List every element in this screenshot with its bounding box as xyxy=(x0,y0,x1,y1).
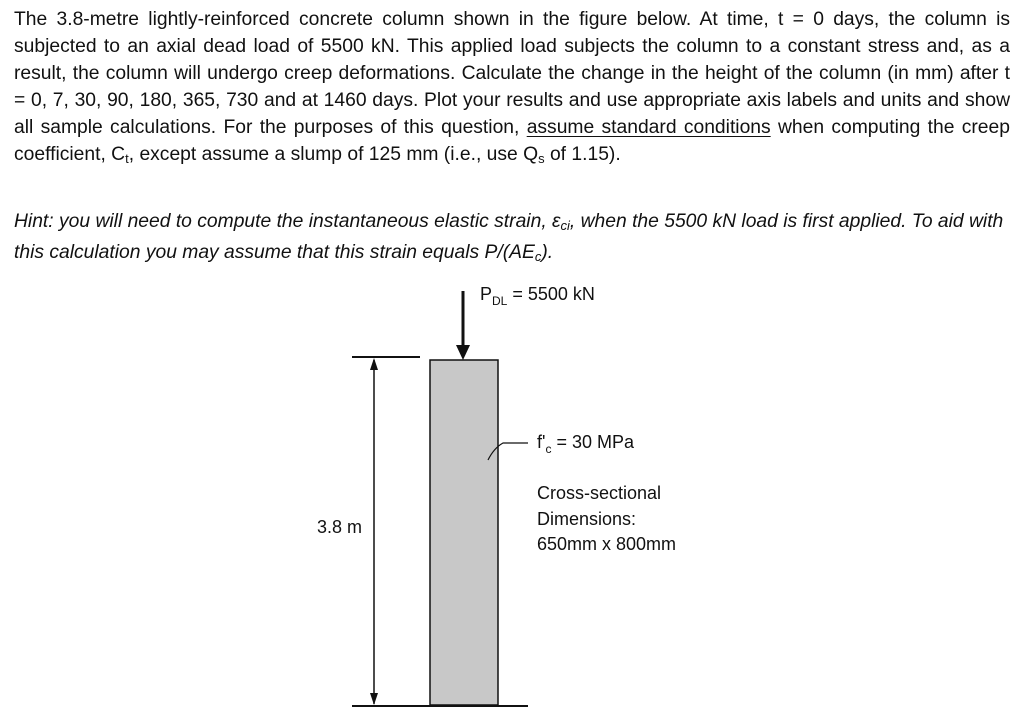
load-arrow-head xyxy=(456,345,470,360)
hint-text-2: , when the 5500 kN load is first applied. To aid with this calculation you may assume that this strain equals P/(AE xyxy=(14,211,1004,263)
fc-label xyxy=(537,432,635,456)
qs-subscript: s xyxy=(538,151,545,166)
hint-text-1: Hint: you will need to compute the instantaneous elastic strain, ε xyxy=(14,211,561,232)
load-symbol: P xyxy=(480,284,493,304)
dimension-arrow-top xyxy=(370,358,378,370)
ec-subscript: c xyxy=(534,249,542,264)
dims-line-2: Dimensions: xyxy=(537,509,637,529)
dims-line-3: 650mm x 800mm xyxy=(537,534,677,554)
height-label: 3.8 m xyxy=(317,517,363,537)
standard-conditions-underline: assume standard conditions xyxy=(526,117,771,138)
load-label xyxy=(480,284,595,308)
hint-text-3: ). xyxy=(541,242,554,263)
problem-text-3: , except assume a slump of 125 mm (i.e., use Q xyxy=(128,144,539,165)
dimension-arrow-bottom xyxy=(370,693,378,705)
fc-value: = 30 MPa xyxy=(551,432,634,452)
eci-subscript: ci xyxy=(560,218,570,233)
fc-subscript: c xyxy=(545,442,552,456)
problem-text-4: of 1.15). xyxy=(544,144,621,165)
ct-subscript: t xyxy=(125,151,129,166)
concrete-column xyxy=(430,360,498,705)
fc-symbol: f' xyxy=(537,432,546,452)
load-subscript: DL xyxy=(492,294,508,308)
problem-text-1: The 3.8-metre lightly-reinforced concrete column shown in the figure below. At time, t = 0 days, the column is subjected to an axial dead load of 5500 kN. This applied load subjects the column to a constant stress and, as a result, the column will undergo creep deformations. Calculate the change in the height of the column (in mm) after t = 0, 7, 30, 90, 180, 365, 730 and at 1460 days. Plot your results and use appropriate axis labels and units and show all sample calculations. For the purposes of this question, xyxy=(14,9,1010,138)
load-value: = 5500 kN xyxy=(507,284,595,304)
problem-text-2: when computing the creep coefficient, C xyxy=(14,117,1010,165)
dims-line-1: Cross-sectional xyxy=(537,483,662,503)
